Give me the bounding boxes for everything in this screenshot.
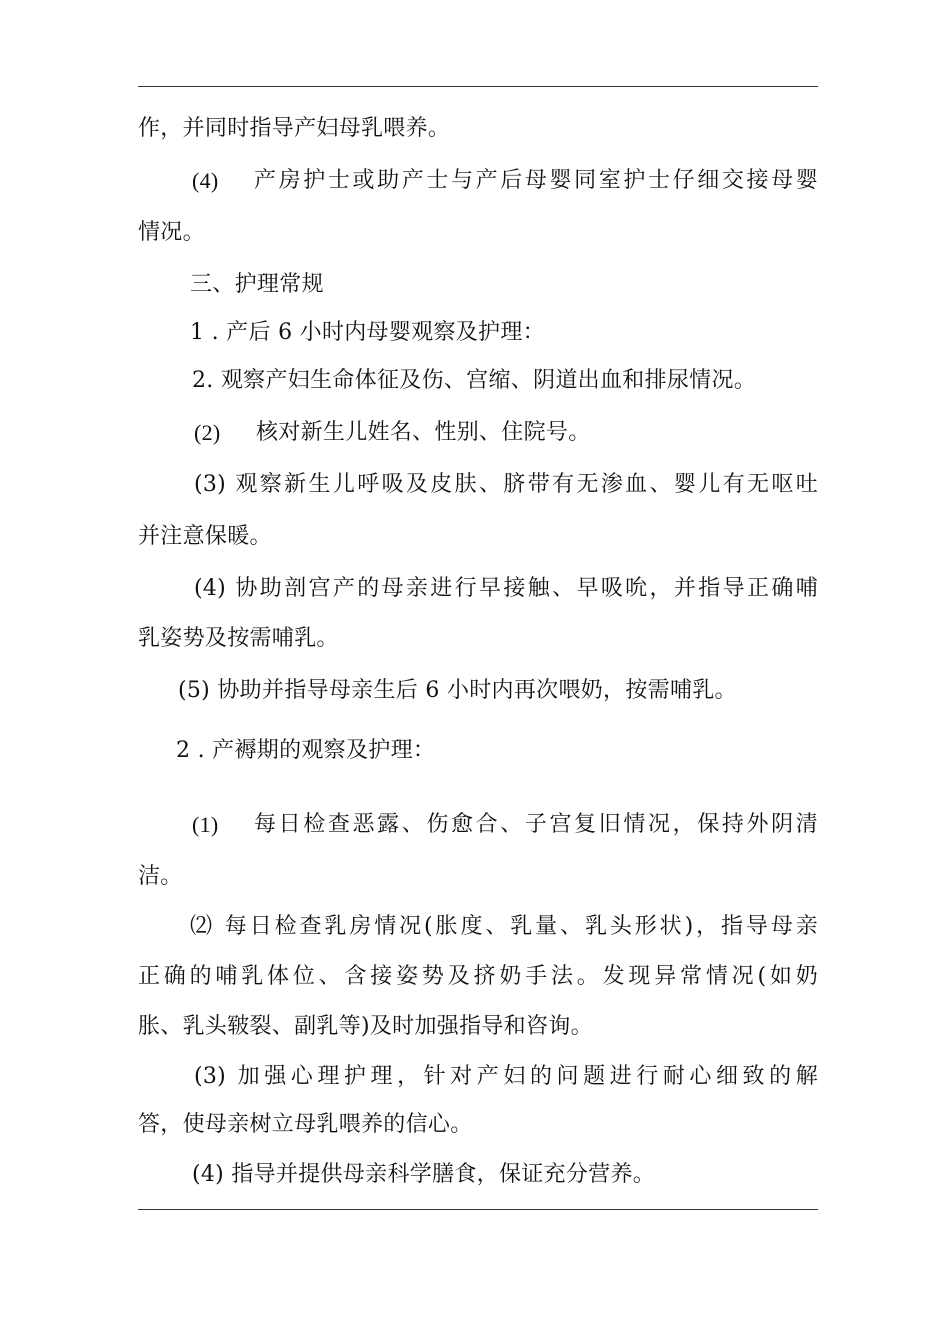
text-line-5 bbox=[190, 318, 545, 348]
line-text: ⑵ 每日检查乳房情况(胀度、乳量、乳头形状)，指导母亲 bbox=[190, 914, 818, 939]
line-text: 乳姿势及按需哺乳。 bbox=[138, 626, 339, 651]
text-line-9 bbox=[138, 522, 272, 552]
line-text: (3) 加强心理护理，针对产妇的问题进行耐心细致的解 bbox=[194, 1064, 818, 1089]
list-marker: (2) bbox=[194, 420, 221, 445]
line-text: (4) 指导并提供母亲科学膳食，保证充分营养。 bbox=[192, 1162, 656, 1187]
text-line-21 bbox=[192, 1160, 655, 1190]
line-text: 答，使母亲树立母乳喂养的信心。 bbox=[138, 1112, 473, 1137]
text-line-19 bbox=[194, 1062, 818, 1092]
text-line-18 bbox=[138, 1012, 593, 1042]
line-text: (4) 协助剖宫产的母亲进行早接触、早吸吮，并指导正确哺 bbox=[194, 576, 818, 601]
line-text: 洁。 bbox=[138, 864, 183, 889]
text-line-1 bbox=[138, 114, 450, 144]
text-line-20 bbox=[138, 1110, 473, 1140]
text-line-12 bbox=[178, 676, 737, 706]
footer-rule bbox=[138, 1209, 818, 1210]
text-line-8 bbox=[194, 470, 818, 500]
heading-text: 三、护理常规 bbox=[190, 272, 324, 297]
text-line-13 bbox=[176, 736, 435, 766]
line-text: 作，并同时指导产妇母乳喂养。 bbox=[138, 116, 451, 141]
text-line-6 bbox=[192, 366, 756, 396]
line-text: 情况。 bbox=[138, 220, 205, 245]
list-marker: (1) bbox=[192, 812, 219, 837]
header-rule bbox=[138, 86, 818, 87]
list-marker: (4) bbox=[192, 168, 219, 193]
line-text: 核对新生儿姓名、性别、住院号。 bbox=[256, 420, 591, 445]
line-text: 正确的哺乳体位、含接姿势及挤奶手法。发现异常情况(如奶 bbox=[138, 964, 818, 989]
line-text: 并注意保暖。 bbox=[138, 524, 272, 549]
line-text: 胀、乳头皲裂、副乳等)及时加强指导和咨询。 bbox=[138, 1014, 593, 1039]
line-text: 2 . 产褥期的观察及护理： bbox=[176, 738, 436, 763]
line-text: (3) 观察新生儿呼吸及皮肤、脐带有无渗血、婴儿有无呕吐 bbox=[194, 472, 818, 497]
line-text: 2. 观察产妇生命体征及伤、宫缩、阴道出血和排尿情况。 bbox=[192, 368, 757, 393]
text-line-17 bbox=[138, 962, 818, 992]
text-line-16 bbox=[190, 912, 818, 942]
text-line-15 bbox=[138, 862, 183, 892]
text-line-11 bbox=[138, 624, 339, 654]
text-line-10 bbox=[194, 574, 818, 604]
text-line-3 bbox=[138, 218, 205, 248]
line-text: 1 . 产后 6 小时内母婴观察及护理： bbox=[190, 320, 545, 345]
line-text: 每日检查恶露、伤愈合、子宫复旧情况，保持外阴清 bbox=[254, 812, 818, 837]
section-heading bbox=[190, 270, 324, 300]
line-text: (5) 协助并指导母亲生后 6 小时内再次喂奶，按需哺乳。 bbox=[178, 678, 737, 703]
line-text: 产房护士或助产士与产后母婴同室护士仔细交接母婴 bbox=[254, 168, 818, 193]
